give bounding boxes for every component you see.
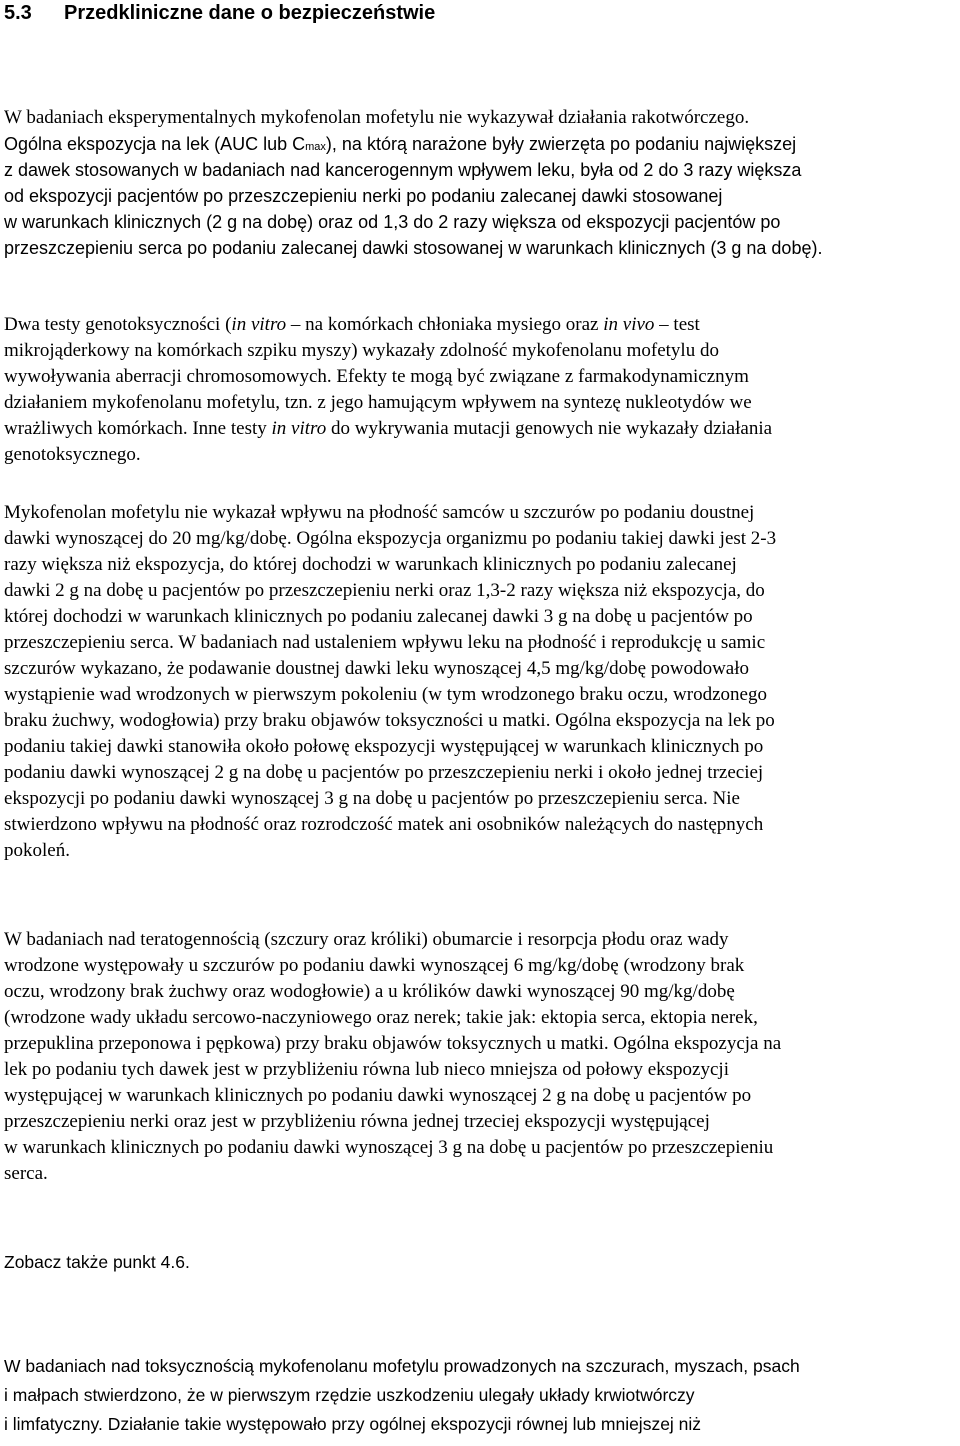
paragraph-line: dawki 2 g na dobę u pacjentów po przeszczepieniu nerki oraz 1,3-2 razy większa niż ekspozycja, do — [4, 580, 765, 601]
paragraph-line: działaniem mykofenolanu mofetylu, tzn. z jego hamującym wpływem na syntezę nukleotydów we — [4, 392, 752, 413]
paragraph-line: przeszczepieniu nerki oraz jest w przybliżeniu równa jednej trzeciej ekspozycji występującej — [4, 1111, 710, 1132]
paragraph-toxicity — [4, 1352, 800, 1439]
paragraph-teratogenicity — [4, 927, 781, 1187]
paragraph-carcinogenicity — [4, 105, 822, 261]
paragraph-line: ekspozycji po podaniu dawki wynoszącej 3 g na dobę u pacjentów po przeszczepieniu serca. Nie — [4, 788, 740, 809]
paragraph-line: dawki wynoszącej do 20 mg/kg/dobę. Ogólna ekspozycja organizmu po podaniu takiej dawki jest 2-3 — [4, 528, 777, 549]
paragraph-line: lek po podaniu tych dawek jest w przybliżeniu równa lub nieco mniejsza od połowy ekspozycji — [4, 1059, 729, 1080]
paragraph-line: W badaniach nad teratogennością (szczury oraz króliki) obumarcie i resorpcja płodu oraz wady — [4, 929, 729, 950]
paragraph-line: której dochodzi w warunkach klinicznych po podaniu zalecanej dawki 3 g na dobę u pacjentów po — [4, 606, 753, 627]
paragraph-line: w warunkach klinicznych (2 g na dobę) oraz od 1,3 do 2 razy większa od ekspozycji pacjentów po — [4, 212, 781, 232]
paragraph-genotoxicity — [4, 312, 772, 468]
paragraph-line: W badaniach nad toksycznością mykofenolanu mofetylu prowadzonych na szczurach, myszach, psach — [4, 1356, 800, 1376]
paragraph-line: razy większa niż ekspozycja, do której dochodzi w warunkach klinicznych po podaniu zalecanej — [4, 554, 737, 575]
paragraph-line: od ekspozycji pacjentów po przeszczepieniu nerki po podaniu zalecanej dawki stosowanej — [4, 186, 723, 206]
paragraph-line: wrodzone występowały u szczurów po podaniu dawki wynoszącej 6 mg/kg/dobę (wrodzony brak — [4, 955, 745, 976]
paragraph-line: wystąpienie wad wrodzonych w pierwszym pokoleniu (w tym wrodzonego braku oczu, wrodzonego — [4, 684, 767, 705]
paragraph-line: pokoleń. — [4, 840, 70, 861]
paragraph-line: i małpach stwierdzono, że w pierwszym rzędzie uszkodzeniu ulegały układy krwiotwórczy — [4, 1385, 695, 1405]
paragraph-line: przeszczepieniu serca. W badaniach nad ustaleniem wpływu leku na płodność i reprodukcję u samic — [4, 632, 766, 653]
paragraph-line: podaniu takiej dawki stanowiła około połowę ekspozycji występującej w warunkach klinicznych po — [4, 736, 764, 757]
paragraph-line: i limfatyczny. Działanie takie występowało przy ogólnej ekspozycji równej lub mniejszej niż — [4, 1414, 702, 1434]
paragraph-line: wrażliwych komórkach. Inne testy in vitro do wykrywania mutacji genowych nie wykazały działania — [4, 418, 773, 439]
paragraph-line: wywoływania aberracji chromosomowych. Efekty te mogą być związane z farmakodynamicznym — [4, 366, 749, 387]
paragraph-line: występującej w warunkach klinicznych po podaniu dawki wynoszącej 2 g na dobę u pacjentów po — [4, 1085, 752, 1106]
paragraph-line: oczu, wrodzony brak żuchwy oraz wodogłowie) a u królików dawki wynoszącej 90 mg/kg/dobę — [4, 981, 735, 1002]
paragraph-line: przepuklina przeponowa i pępkowa) przy braku objawów toksycznych u matki. Ogólna ekspozycja na — [4, 1033, 782, 1054]
paragraph-line: Dwa testy genotoksyczności (in vitro – na komórkach chłoniaka mysiego oraz in vivo – test — [4, 314, 700, 335]
paragraph-line: szczurów wykazano, że podawanie doustnej dawki leku wynoszącej 4,5 mg/kg/dobę powodowało — [4, 658, 750, 679]
paragraph-line: serca. — [4, 1163, 48, 1184]
see-also-note: Zobacz także punkt 4.6. — [4, 1252, 190, 1272]
paragraph-line: W badaniach eksperymentalnych mykofenolan mofetylu nie wykazywał działania rakotwórczego. — [4, 107, 750, 128]
paragraph-line: (wrodzone wady układu sercowo-naczyniowego oraz nerek; takie jak: ektopia serca, ektopia nerek, — [4, 1007, 758, 1028]
paragraph-line: przeszczepieniu serca po podaniu zalecanej dawki stosowanej w warunkach klinicznych (3 g na dobę). — [4, 238, 823, 258]
paragraph-line: Mykofenolan mofetylu nie wykazał wpływu na płodność samców u szczurów po podaniu doustnej — [4, 502, 755, 523]
paragraph-line: genotoksycznego. — [4, 444, 141, 465]
paragraph-line: braku żuchwy, wodogłowia) przy braku objawów toksyczności u matki. Ogólna ekspozycja na lek po — [4, 710, 775, 731]
paragraph-line: podaniu dawki wynoszącej 2 g na dobę u pacjentów po przeszczepieniu nerki i około jednej trzeciej — [4, 762, 764, 783]
section-title: Przedkliniczne dane o bezpieczeństwie — [64, 2, 436, 24]
paragraph-line: w warunkach klinicznych po podaniu dawki wynoszącej 3 g na dobę u pacjentów po przeszczepieniu — [4, 1137, 774, 1158]
paragraph-line: z dawek stosowanych w badaniach nad kancerogennym wpływem leku, była od 2 do 3 razy większa — [4, 160, 802, 180]
paragraph-fertility — [4, 500, 776, 864]
section-heading — [4, 0, 435, 26]
paragraph-line: Ogólna ekspozycja na lek (AUC lub Cmax), na którą narażone były zwierzęta po podaniu największej — [4, 134, 797, 154]
paragraph-line: stwierdzono wpływu na płodność oraz rozrodczość matek ani osobników należących do następnych — [4, 814, 764, 835]
section-number: 5.3 — [4, 2, 32, 24]
paragraph-line: mikrojąderkowy na komórkach szpiku myszy) wykazały zdolność mykofenolanu mofetylu do — [4, 340, 719, 361]
